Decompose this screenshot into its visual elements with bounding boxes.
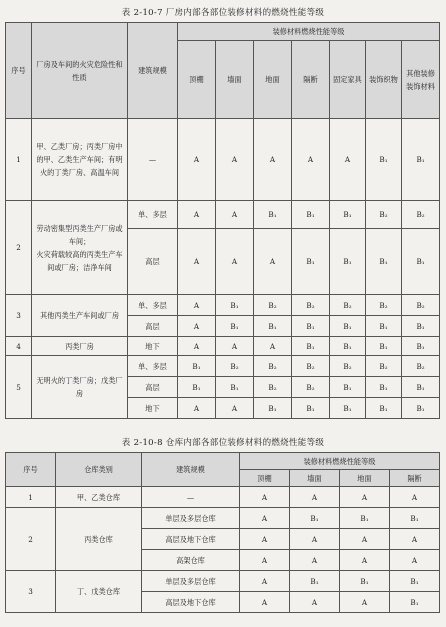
header-group: 装修材料燃烧性能等级 (240, 453, 440, 470)
cell: A (290, 592, 340, 613)
cell: A (240, 571, 290, 592)
row-no: 2 (6, 201, 32, 295)
cell: A (390, 529, 440, 550)
header-scale: 建筑规模 (142, 453, 240, 487)
factory-materials-table (5, 22, 440, 419)
cell: B₁ (292, 316, 330, 337)
cell: B₁ (292, 201, 330, 229)
cell: B₁ (290, 571, 340, 592)
row-scale: 高层 (128, 377, 178, 398)
row-no: 1 (6, 119, 32, 201)
cell: B₂ (366, 356, 402, 377)
header-col-partition: 隔断 (390, 470, 440, 487)
cell: B₂ (292, 377, 330, 398)
cell: A (178, 119, 216, 201)
cell: A (254, 337, 292, 356)
cell: B₂ (330, 295, 366, 316)
header-col-furniture: 固定家具 (330, 41, 366, 119)
cell: A (178, 295, 216, 316)
table-row (6, 119, 440, 201)
cell: B₂ (402, 356, 440, 377)
cell: A (178, 201, 216, 229)
cell: A (340, 550, 390, 571)
table-row (6, 487, 440, 508)
cell: A (216, 398, 254, 419)
cell: B₂ (402, 201, 440, 229)
cell: A (240, 508, 290, 529)
row-type: 丙类仓库 (56, 508, 142, 571)
table2-caption: 表 2-10-8 仓库内部各部位装修材料的燃烧性能等级 (121, 438, 325, 448)
row-type-part: 火灾荷载较高的丙类生产车间或厂房；洁净车间 (36, 249, 123, 272)
cell: A (290, 487, 340, 508)
row-scale: 地下 (128, 337, 178, 356)
cell: B₁ (330, 398, 366, 419)
header-no: 序号 (6, 453, 56, 487)
cell: A (178, 229, 216, 295)
cell: A (240, 529, 290, 550)
cell: B₂ (402, 295, 440, 316)
cell: B₁ (292, 337, 330, 356)
row-type-part: 劳动密集型丙类生产厂房或车间； (36, 223, 123, 246)
cell: B₁ (330, 377, 366, 398)
cell: B₁ (366, 377, 402, 398)
cell: A (290, 550, 340, 571)
row-type: 丙类厂房 (32, 337, 128, 356)
row-scale: — (142, 487, 240, 508)
row-scale: 高层及地下仓库 (142, 592, 240, 613)
cell: B₁ (216, 377, 254, 398)
cell: A (390, 550, 440, 571)
table-row (6, 337, 440, 356)
cell: B₁ (402, 377, 440, 398)
cell: A (390, 487, 440, 508)
cell: B₂ (366, 295, 402, 316)
cell: A (240, 550, 290, 571)
row-no: 3 (6, 295, 32, 337)
cell: B₂ (254, 356, 292, 377)
header-scale: 建筑规模 (128, 23, 178, 119)
cell: B₁ (402, 229, 440, 295)
cell: B₁ (254, 316, 292, 337)
header-col-ceiling: 顶棚 (178, 41, 216, 119)
row-no: 1 (6, 487, 56, 508)
row-no: 5 (6, 356, 32, 419)
cell: B₁ (366, 316, 402, 337)
cell: A (216, 119, 254, 201)
cell: B₁ (402, 337, 440, 356)
cell: B₁ (390, 571, 440, 592)
table-row (6, 356, 440, 377)
cell: B₁ (216, 316, 254, 337)
header-col-wall: 墙面 (216, 41, 254, 119)
row-type (32, 201, 128, 295)
cell: B₁ (330, 337, 366, 356)
row-scale: — (128, 119, 178, 201)
header-group: 装修材料燃烧性能等级 (178, 23, 440, 41)
cell: B₁ (254, 398, 292, 419)
header-col-fabric: 装饰织物 (366, 41, 402, 119)
cell: A (240, 592, 290, 613)
row-type: 无明火的丁类厂房；戊类厂房 (32, 356, 128, 419)
cell: B₁ (292, 229, 330, 295)
cell: B₁ (366, 119, 402, 201)
cell: A (178, 316, 216, 337)
cell: A (292, 119, 330, 201)
row-scale: 高架仓库 (142, 550, 240, 571)
row-type: 其他丙类生产车间或厂房 (32, 295, 128, 337)
cell: B₂ (216, 356, 254, 377)
row-scale: 单、多层 (128, 356, 178, 377)
cell: B₁ (402, 316, 440, 337)
cell: B₁ (292, 398, 330, 419)
row-scale: 高层 (128, 316, 178, 337)
cell: A (290, 529, 340, 550)
cell: B₁ (330, 229, 366, 295)
cell: A (178, 337, 216, 356)
cell: B₁ (178, 377, 216, 398)
row-no: 3 (6, 571, 56, 613)
cell: B₁ (366, 337, 402, 356)
row-type: 甲、乙类厂房；丙类厂房中的甲、乙类生产车间；有明火的丁类厂房、高温车间 (32, 119, 128, 201)
cell: A (330, 119, 366, 201)
cell: B₂ (292, 295, 330, 316)
cell: B₁ (390, 592, 440, 613)
header-col-ceiling: 顶棚 (240, 470, 290, 487)
cell: B₁ (340, 571, 390, 592)
cell: A (216, 229, 254, 295)
row-scale: 高层 (128, 229, 178, 295)
cell: A (340, 487, 390, 508)
cell: B₁ (402, 398, 440, 419)
table-row (6, 571, 440, 592)
header-col-floor: 地面 (340, 470, 390, 487)
cell: A (216, 337, 254, 356)
header-type: 厂房及车间的火灾危险性和性质 (32, 23, 128, 119)
header-no: 序号 (6, 23, 32, 119)
cell: B₁ (340, 508, 390, 529)
cell: B₁ (330, 201, 366, 229)
table-row (6, 201, 440, 229)
cell: B₁ (178, 356, 216, 377)
row-scale: 单、多层 (128, 201, 178, 229)
cell: B₁ (402, 119, 440, 201)
cell: A (216, 201, 254, 229)
header-col-floor: 地面 (254, 41, 292, 119)
table-row (6, 295, 440, 316)
row-no: 4 (6, 337, 32, 356)
cell: B₁ (254, 201, 292, 229)
row-scale: 单层及多层仓库 (142, 571, 240, 592)
cell: B₁ (216, 295, 254, 316)
cell: B₂ (254, 377, 292, 398)
cell: B₁ (290, 508, 340, 529)
row-type: 甲、乙类仓库 (56, 487, 142, 508)
header-col-wall: 墙面 (290, 470, 340, 487)
row-scale: 单层及多层仓库 (142, 508, 240, 529)
row-scale: 高层及地下仓库 (142, 529, 240, 550)
cell: B₁ (366, 229, 402, 295)
cell: B₂ (254, 295, 292, 316)
cell: B₁ (330, 316, 366, 337)
table1-caption: 表 2-10-7 厂房内部各部位装修材料的燃烧性能等级 (121, 8, 325, 18)
cell: A (340, 529, 390, 550)
cell: B₂ (366, 201, 402, 229)
cell: B₂ (292, 356, 330, 377)
cell: A (254, 119, 292, 201)
header-col-other: 其他装修装饰材料 (402, 41, 440, 119)
cell: B₂ (330, 356, 366, 377)
table-row (6, 508, 440, 529)
warehouse-materials-table (5, 452, 440, 613)
header-type: 仓库类别 (56, 453, 142, 487)
cell: A (254, 229, 292, 295)
cell: B₁ (366, 398, 402, 419)
cell: B₁ (390, 508, 440, 529)
row-scale: 地下 (128, 398, 178, 419)
row-type: 丁、戊类仓库 (56, 571, 142, 613)
row-scale: 单、多层 (128, 295, 178, 316)
row-no: 2 (6, 508, 56, 571)
cell: A (340, 592, 390, 613)
header-col-partition: 隔断 (292, 41, 330, 119)
cell: A (240, 487, 290, 508)
cell: A (178, 398, 216, 419)
